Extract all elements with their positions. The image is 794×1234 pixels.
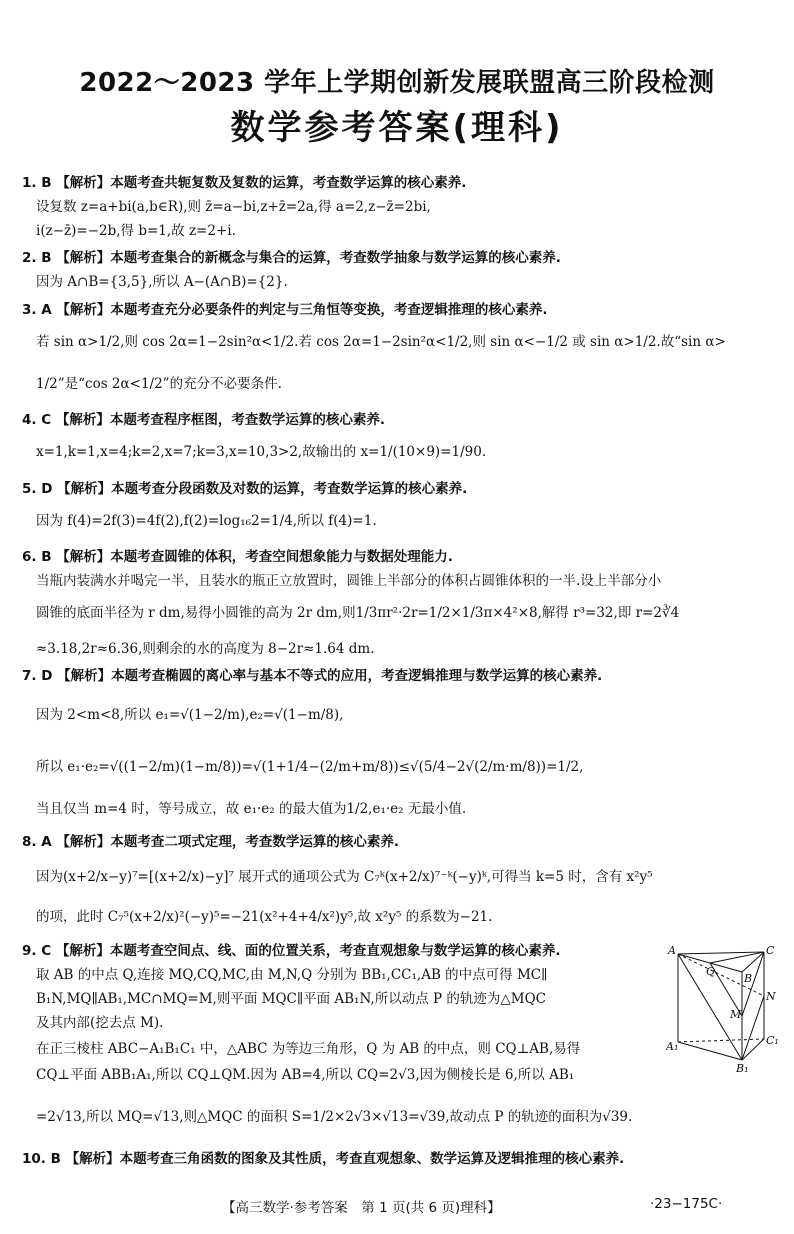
q7-line-2: 所以 e₁·e₂=√((1−2/m)(1−m/8))=√(1+1/4−(2/m+m/8))≤√(5/4−2√(2/m·m/8))=1/2, — [36, 759, 584, 775]
q7-heading: 7. D 【解析】本题考查椭圆的离心率与基本不等式的应用，考查逻辑推理与数学运算的核心素养. — [22, 668, 603, 684]
q3-line-2: 1/2”是“cos 2α<1/2”的充分不必要条件. — [36, 376, 282, 392]
label-m: M — [730, 1008, 742, 1021]
q7-line-3: 当且仅当 m=4 时，等号成立，故 e₁·e₂ 的最大值为1/2,e₁·e₂ 无最小值. — [36, 801, 467, 817]
label-a1: A₁ — [666, 1040, 679, 1053]
q8-heading: 8. A 【解析】本题考查二项式定理，考查数学运算的核心素养. — [22, 834, 399, 850]
q10-heading: 10. B 【解析】本题考查三角函数的图象及其性质，考查直观想象、数学运算及逻辑推理的核心素养. — [22, 1151, 625, 1167]
q6-line-2: 圆锥的底面半径为 r dm,易得小圆锥的高为 2r dm,则1/3πr²·2r=1/2×1/3π×4²×8,解得 r³=32,即 r=2∛4 — [36, 605, 680, 621]
q7-line-1: 因为 2<m<8,所以 e₁=√(1−2/m),e₂=√(1−m/8), — [36, 707, 344, 723]
page-footer: 【高三数学·参考答案 第 1 页(共 6 页)理科】 — [222, 1200, 501, 1216]
document-code: ·23−175C· — [650, 1196, 723, 1212]
label-c: C — [766, 944, 775, 957]
edge-a1c1 — [678, 1039, 764, 1042]
q6-heading: 6. B 【解析】本题考查圆锥的体积，考查空间想象能力与数据处理能力. — [22, 549, 453, 565]
label-n: N — [766, 990, 776, 1003]
q9-line-4: 在正三棱柱 ABC−A₁B₁C₁ 中，△ABC 为等边三角形，Q 为 AB 的中点，则 CQ⊥AB,易得 — [36, 1041, 581, 1057]
q6-line-1: 当瓶内装满水并喝完一半，且装水的瓶正立放置时，圆锥上半部分的体积占圆锥体积的一半.设上半部分小 — [36, 573, 662, 589]
label-a: A — [668, 944, 676, 957]
document-subtitle: 数学参考答案(理科) — [230, 108, 564, 148]
edge-ac — [678, 952, 764, 954]
label-c1: C₁ — [766, 1034, 779, 1047]
q1-line-2: i(z−z̄)=−2b,得 b=1,故 z=2+i. — [36, 223, 236, 239]
label-b1: B₁ — [736, 1062, 749, 1074]
prism-figure — [666, 942, 782, 1074]
label-b: B — [744, 972, 753, 985]
q1-line-1: 设复数 z=a+bi(a,b∈R),则 z̄=a−bi,z+z̄=2a,得 a=2,z−z̄=2bi, — [36, 199, 431, 215]
q9-line-3: 及其内部(挖去点 M). — [36, 1015, 164, 1031]
q4-line-1: x=1,k=1,x=4;k=2,x=7;k=3,x=10,3>2,故输出的 x=1/(10×9)=1/90. — [36, 444, 487, 460]
q4-heading: 4. C 【解析】本题考查程序框图，考查数学运算的核心素养. — [22, 412, 385, 428]
q9-line-1: 取 AB 的中点 Q,连接 MQ,CQ,MC,由 M,N,Q 分别为 BB₁,CC₁,AB 的中点可得 MC∥ — [36, 967, 548, 983]
q9-line-6: =2√13,所以 MQ=√13,则△MQC 的面积 S=1/2×2√3×√13=√39,故动点 P 的轨迹的面积为√39. — [36, 1109, 633, 1125]
q1-heading: 1. B 【解析】本题考查共轭复数及复数的运算，考查数学运算的核心素养. — [22, 175, 467, 191]
q2-heading: 2. B 【解析】本题考查集合的新概念与集合的运算，考查数学抽象与数学运算的核心素养. — [22, 250, 561, 266]
q5-line-1: 因为 f(4)=2f(3)=4f(2),f(2)=log₁₆2=1/4,所以 f(4)=1. — [36, 513, 377, 529]
q5-heading: 5. D 【解析】本题考查分段函数及对数的运算，考查数学运算的核心素养. — [22, 481, 468, 497]
document-title: 2022～2023 学年上学期创新发展联盟高三阶段检测 — [79, 68, 715, 98]
q9-line-2: B₁N,MQ∥AB₁,MC∩MQ=M,则平面 MQC∥平面 AB₁N,所以动点 P 的轨迹为△MQC — [36, 991, 546, 1007]
line-qc — [710, 952, 764, 963]
q2-line-1: 因为 A∩B={3,5},所以 A−(A∩B)={2}. — [36, 274, 288, 290]
q9-heading: 9. C 【解析】本题考查空间点、线、面的位置关系，考查直观想象与数学运算的核心素养. — [22, 943, 561, 959]
q8-line-2: 的项，此时 C₇⁵(x+2/x)²(−y)⁵=−21(x²+4+4/x²)y⁵,故 x²y⁵ 的系数为−21. — [36, 909, 493, 925]
q9-line-5: CQ⊥平面 ABB₁A₁,所以 CQ⊥QM.因为 AB=4,所以 CQ=2√3,因为侧棱长是 6,所以 AB₁ — [36, 1067, 575, 1083]
q6-line-3: ≈3.18,2r≈6.36,则剩余的水的高度为 8−2r≈1.64 dm. — [36, 641, 375, 657]
label-q: Q — [706, 965, 716, 978]
q8-line-1: 因为(x+2/x−y)⁷=[(x+2/x)−y]⁷ 展开式的通项公式为 C₇ᵏ(x+2/x)⁷⁻ᵏ(−y)ᵏ,可得当 k=5 时，含有 x²y⁵ — [36, 869, 653, 885]
q3-heading: 3. A 【解析】本题考查充分必要条件的判定与三角恒等变换，考查逻辑推理的核心素养. — [22, 302, 548, 318]
q3-line-1: 若 sin α>1/2,则 cos 2α=1−2sin²α<1/2.若 cos 2α=1−2sin²α<1/2,则 sin α<−1/2 或 sin α>1/2.故“sin α> — [36, 334, 726, 350]
